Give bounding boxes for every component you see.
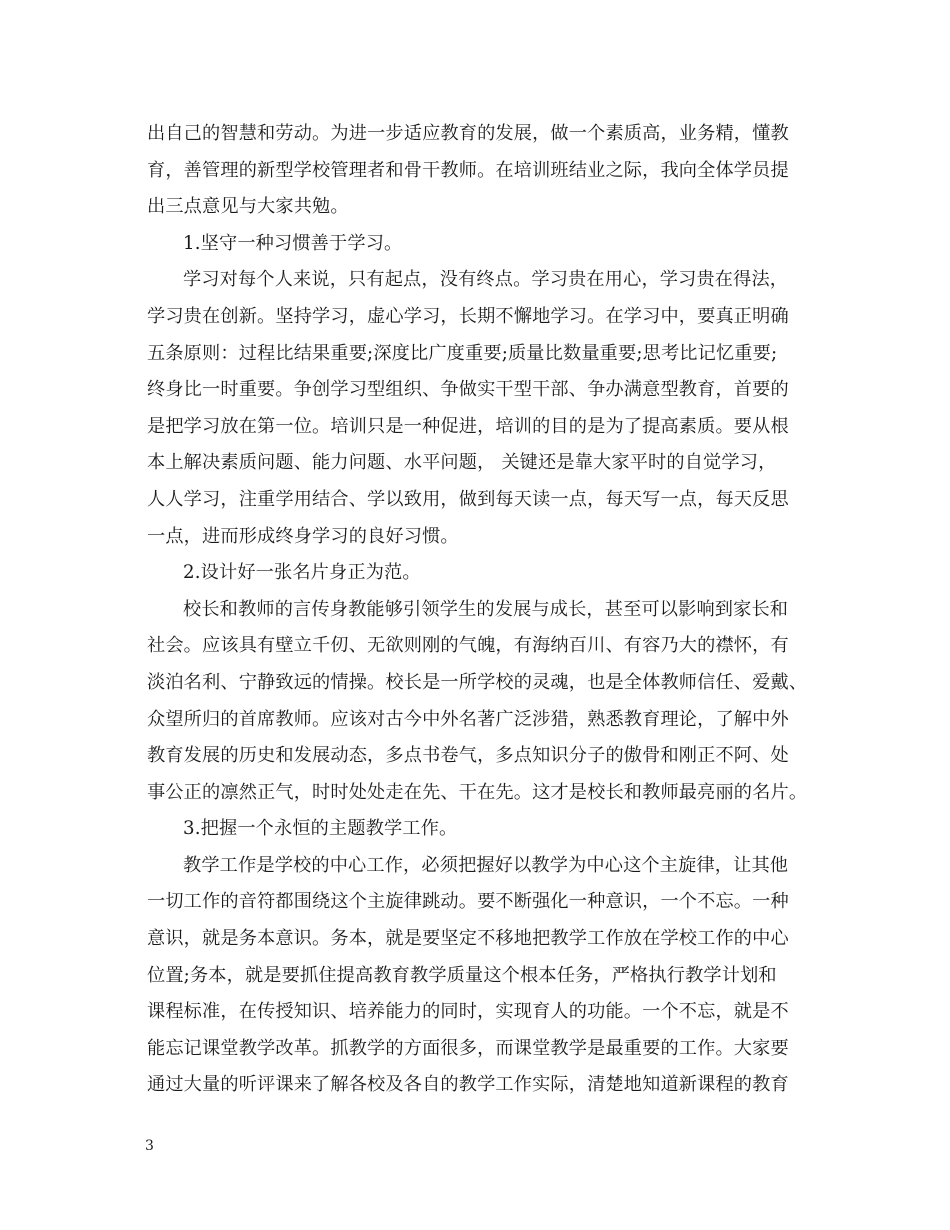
page-number: 3: [145, 1138, 154, 1154]
paragraph-start-line: 校长和教师的言传身教能够引领学生的发展与成长，甚至可以影响到家长和: [183, 598, 789, 620]
text-line: 出自己的智慧和劳动。为进一步适应教育的发展，做一个素质高，业务精，懂教: [147, 123, 789, 144]
text-line: 出三点意见与大家共勉。: [147, 196, 349, 218]
text-line: 通过大量的听评课来了解各校及各自的教学工作实际，清楚地知道新课程的教育: [147, 1074, 789, 1096]
text-line: 学习贵在创新。坚持学习，虚心学习，长期不懈地学习。在学习中，要真正明确: [147, 305, 789, 327]
paragraph-start-line: 教学工作是学校的中心工作，必须把握好以教学为中心这个主旋律，让其他: [183, 854, 789, 876]
text-line: 社会。应该具有壁立千仞、无欲则刚的气魄，有海纳百川、有容乃大的襟怀，有: [147, 635, 789, 657]
text-line: 人人学习，注重学用结合、学以致用，做到每天读一点，每天写一点，每天反思: [147, 488, 789, 510]
text-line: 一切工作的音符都围绕这个主旋律跳动。要不断强化一种意识，一个不忘。一种: [147, 891, 789, 913]
paragraph-start-line: 学习对每个人来说，只有起点，没有终点。学习贵在用心，学习贵在得法，: [183, 269, 789, 291]
text-line: 众望所归的首席教师。应该对古今中外名著广泛涉猎，熟悉教育理论，了解中外: [147, 708, 789, 730]
body-text: [147, 116, 807, 1104]
text-line: 一点，进而形成终身学习的良好习惯。: [147, 525, 459, 547]
text-line: 课程标准，在传授知识、培养能力的同时，实现育人的功能。一个不忘，就是不: [147, 1001, 789, 1023]
text-line: 淡泊名利、宁静致远的情操。校长是一所学校的灵魂，也是全体教师信任、爱戴、: [147, 671, 808, 693]
text-line: 五条原则：过程比结果重要;深度比广度重要;质量比数量重要;思考比记忆重要;: [147, 342, 778, 364]
paragraph-start-line: 2.设计好一张名片身正为范。: [183, 562, 421, 584]
text-line: 本上解决素质问题、能力问题、水平问题， 关键还是靠大家平时的自觉学习，: [147, 452, 777, 474]
text-line: 事公正的凛然正气，时时处处走在先、干在先。这才是校长和教师最亮丽的名片。: [147, 781, 808, 803]
text-line: 教育发展的历史和发展动态，多点书卷气，多点知识分子的傲骨和刚正不阿、处: [147, 745, 789, 767]
paragraph-start-line: 3.把握一个永恒的主题教学工作。: [183, 818, 458, 840]
text-line: 育，善管理的新型学校管理者和骨干教师。在培训班结业之际，我向全体学员提: [147, 159, 789, 181]
text-line: 意识，就是务本意识。务本，就是要坚定不移地把教学工作放在学校工作的中心: [147, 928, 789, 950]
text-line: 位置;务本，就是要抓住提高教育教学质量这个根本任务，严格执行教学计划和: [147, 964, 777, 986]
paragraph-start-line: 1.坚守一种习惯善于学习。: [183, 232, 403, 254]
text-line: 能忘记课堂教学改革。抓教学的方面很多，而课堂教学是最重要的工作。大家要: [147, 1037, 789, 1059]
text-line: 是把学习放在第一位。培训只是一种促进，培训的目的是为了提高素质。要从根: [147, 415, 789, 437]
text-line: 终身比一时重要。争创学习型组织、争做实干型干部、争办满意型教育，首要的: [147, 379, 789, 401]
